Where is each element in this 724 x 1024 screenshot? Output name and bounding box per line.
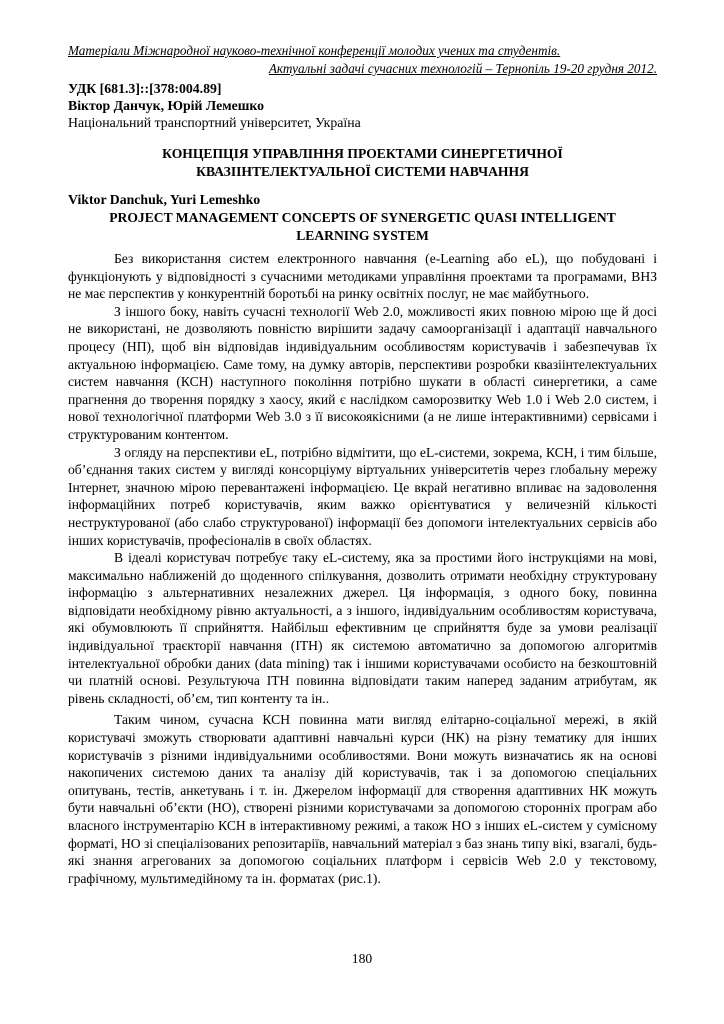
article-body bbox=[68, 250, 657, 887]
authors-ua: Віктор Данчук, Юрій Лемешко bbox=[68, 98, 265, 113]
paragraph: З іншого боку, навіть сучасні технології Web 2.0, можливості яких повною мірою ще й досі не використані, не дозволяють повністю вирішити задачу самоорганізації і адаптації навчального процесу (НП), щоб він відповідав індивідуальним особливостям користувачів і забезпечував їх актуальною інформацією. Саме тому, на думку авторів, перспективи розробки квазіінтелектуальних систем навчання (КСН) наступного покоління потрібно шукати в області синергетики, а саме прагнення до творення порядку з хаосу, який є наслідком саморозвитку Web 1.0 і Web 2.0 систем, і нової технологічної платформи Web 3.0 з її високоякісними (а не лише інтерактивними) сервісами і структурованим контентом. bbox=[68, 303, 657, 442]
title-ua-line: КВАЗІІНТЕЛЕКТУАЛЬНОЇ СИСТЕМИ НАВЧАННЯ bbox=[196, 164, 529, 179]
conference-header-line2: Актуальні задачі сучасних технологій – Тернопіль 19-20 грудня 2012. bbox=[268, 61, 657, 76]
page-number: 180 bbox=[351, 951, 373, 966]
paragraph: Без використання систем електронного навчання (e-Learning або eL), що побудовані і функціонують у відповідності з сучасними методиками управління проектами та програмами, ВНЗ не має перспектив у конкурентній боротьбі на ринку освітніх послуг, не має майбутнього. bbox=[68, 251, 657, 302]
title-ua-line: КОНЦЕПЦІЯ УПРАВЛІННЯ ПРОЕКТАМИ СИНЕРГЕТИЧНОЇ bbox=[162, 146, 563, 161]
title-en bbox=[68, 209, 657, 245]
paragraph: З огляду на перспективи eL, потрібно відмітити, що eL-системи, зокрема, КСН, і тим більше, об’єднання таких систем у вигляді консорціуму віртуальних університетів через глобальну мережу Інтернет, значною мірою перевантажені інформацією. Це вкрай негативно впливає на задоволення інформаційних потреб користувачів, яким важко орієнтуватися у величезній кількості неструктурованої (або слабо структурованої) інформації без допомоги інтелектуальних сервісів або інших користувачів, професіоналів в своїх областях. bbox=[68, 444, 657, 548]
paragraph: В ідеалі користувач потребує таку eL-систему, яка за простими його інструкціями на мові, максимально наближеній до щоденного спілкування, дозволить отримати необхідну структуровану інформацію з альтернативних незалежних джерел. Ця інформація, з одного боку, повинна відповідати необхідному рівню актуальності, а з іншого, індивідуальним особливостям користувача, які обумовлюють її сприйняття. Найбільш ефективним це сприйняття буде за умови реалізації індивідуальної траєкторії навчання (ІТН) як системою автоматично за допомогою алгоритмів інтелектуальної обробки даних (data mining) так і іншими користувачами особисто на безкоштовній чи платній основі. Результуюча ІТН повинна відповідати таким наперед заданим атрибутам, як рівень складності, об’єм, тип контенту та ін.. bbox=[68, 550, 657, 706]
title-ua bbox=[68, 145, 657, 181]
authors-en: Viktor Danchuk, Yuri Lemeshko bbox=[68, 192, 261, 207]
conference-header-line1: Матеріали Міжнародної науково-технічної конференції молодих учених та студентів. bbox=[68, 43, 561, 58]
title-en-line: LEARNING SYSTEM bbox=[296, 228, 429, 243]
affiliation: Національний транспортний університет, Україна bbox=[68, 115, 361, 130]
udk-code: УДК [681.3]::[378:004.89] bbox=[68, 81, 222, 96]
title-en-line: PROJECT MANAGEMENT CONCEPTS OF SYNERGETIC QUASI INTELLIGENT bbox=[109, 210, 616, 225]
paragraph: Таким чином, сучасна КСН повинна мати вигляд елітарно-соціальної мережі, в якій користувачі зможуть створювати адаптивні навчальні курси (НК) на різну тематику для інших користувачів з різними індивідуальними особливостями. Вони можуть визначатись як на основі накопичених системою даних та аналізу дій користувачів, так і за допомогою спеціальних опитувань, тестів, анкетувань і т. ін. Джерелом інформації для створення адаптивних НК можуть бути навчальні об’єкти (НО), створені різними користувачами за допомогою сторонніх програм або власного інструментарію КСН в інтерактивному режимі, а також НО з інших eL-систем у сумісному форматі, НО зі спеціалізованих репозитаріїв, навчальний матеріал з баз знань типу вікі, взагалі, будь-які знання агрегованих за допомогою соціальних платформ і сервісів Web 2.0 у текстовому, графічному, мультимедійному та ін. форматах (рис.1). bbox=[68, 712, 657, 886]
